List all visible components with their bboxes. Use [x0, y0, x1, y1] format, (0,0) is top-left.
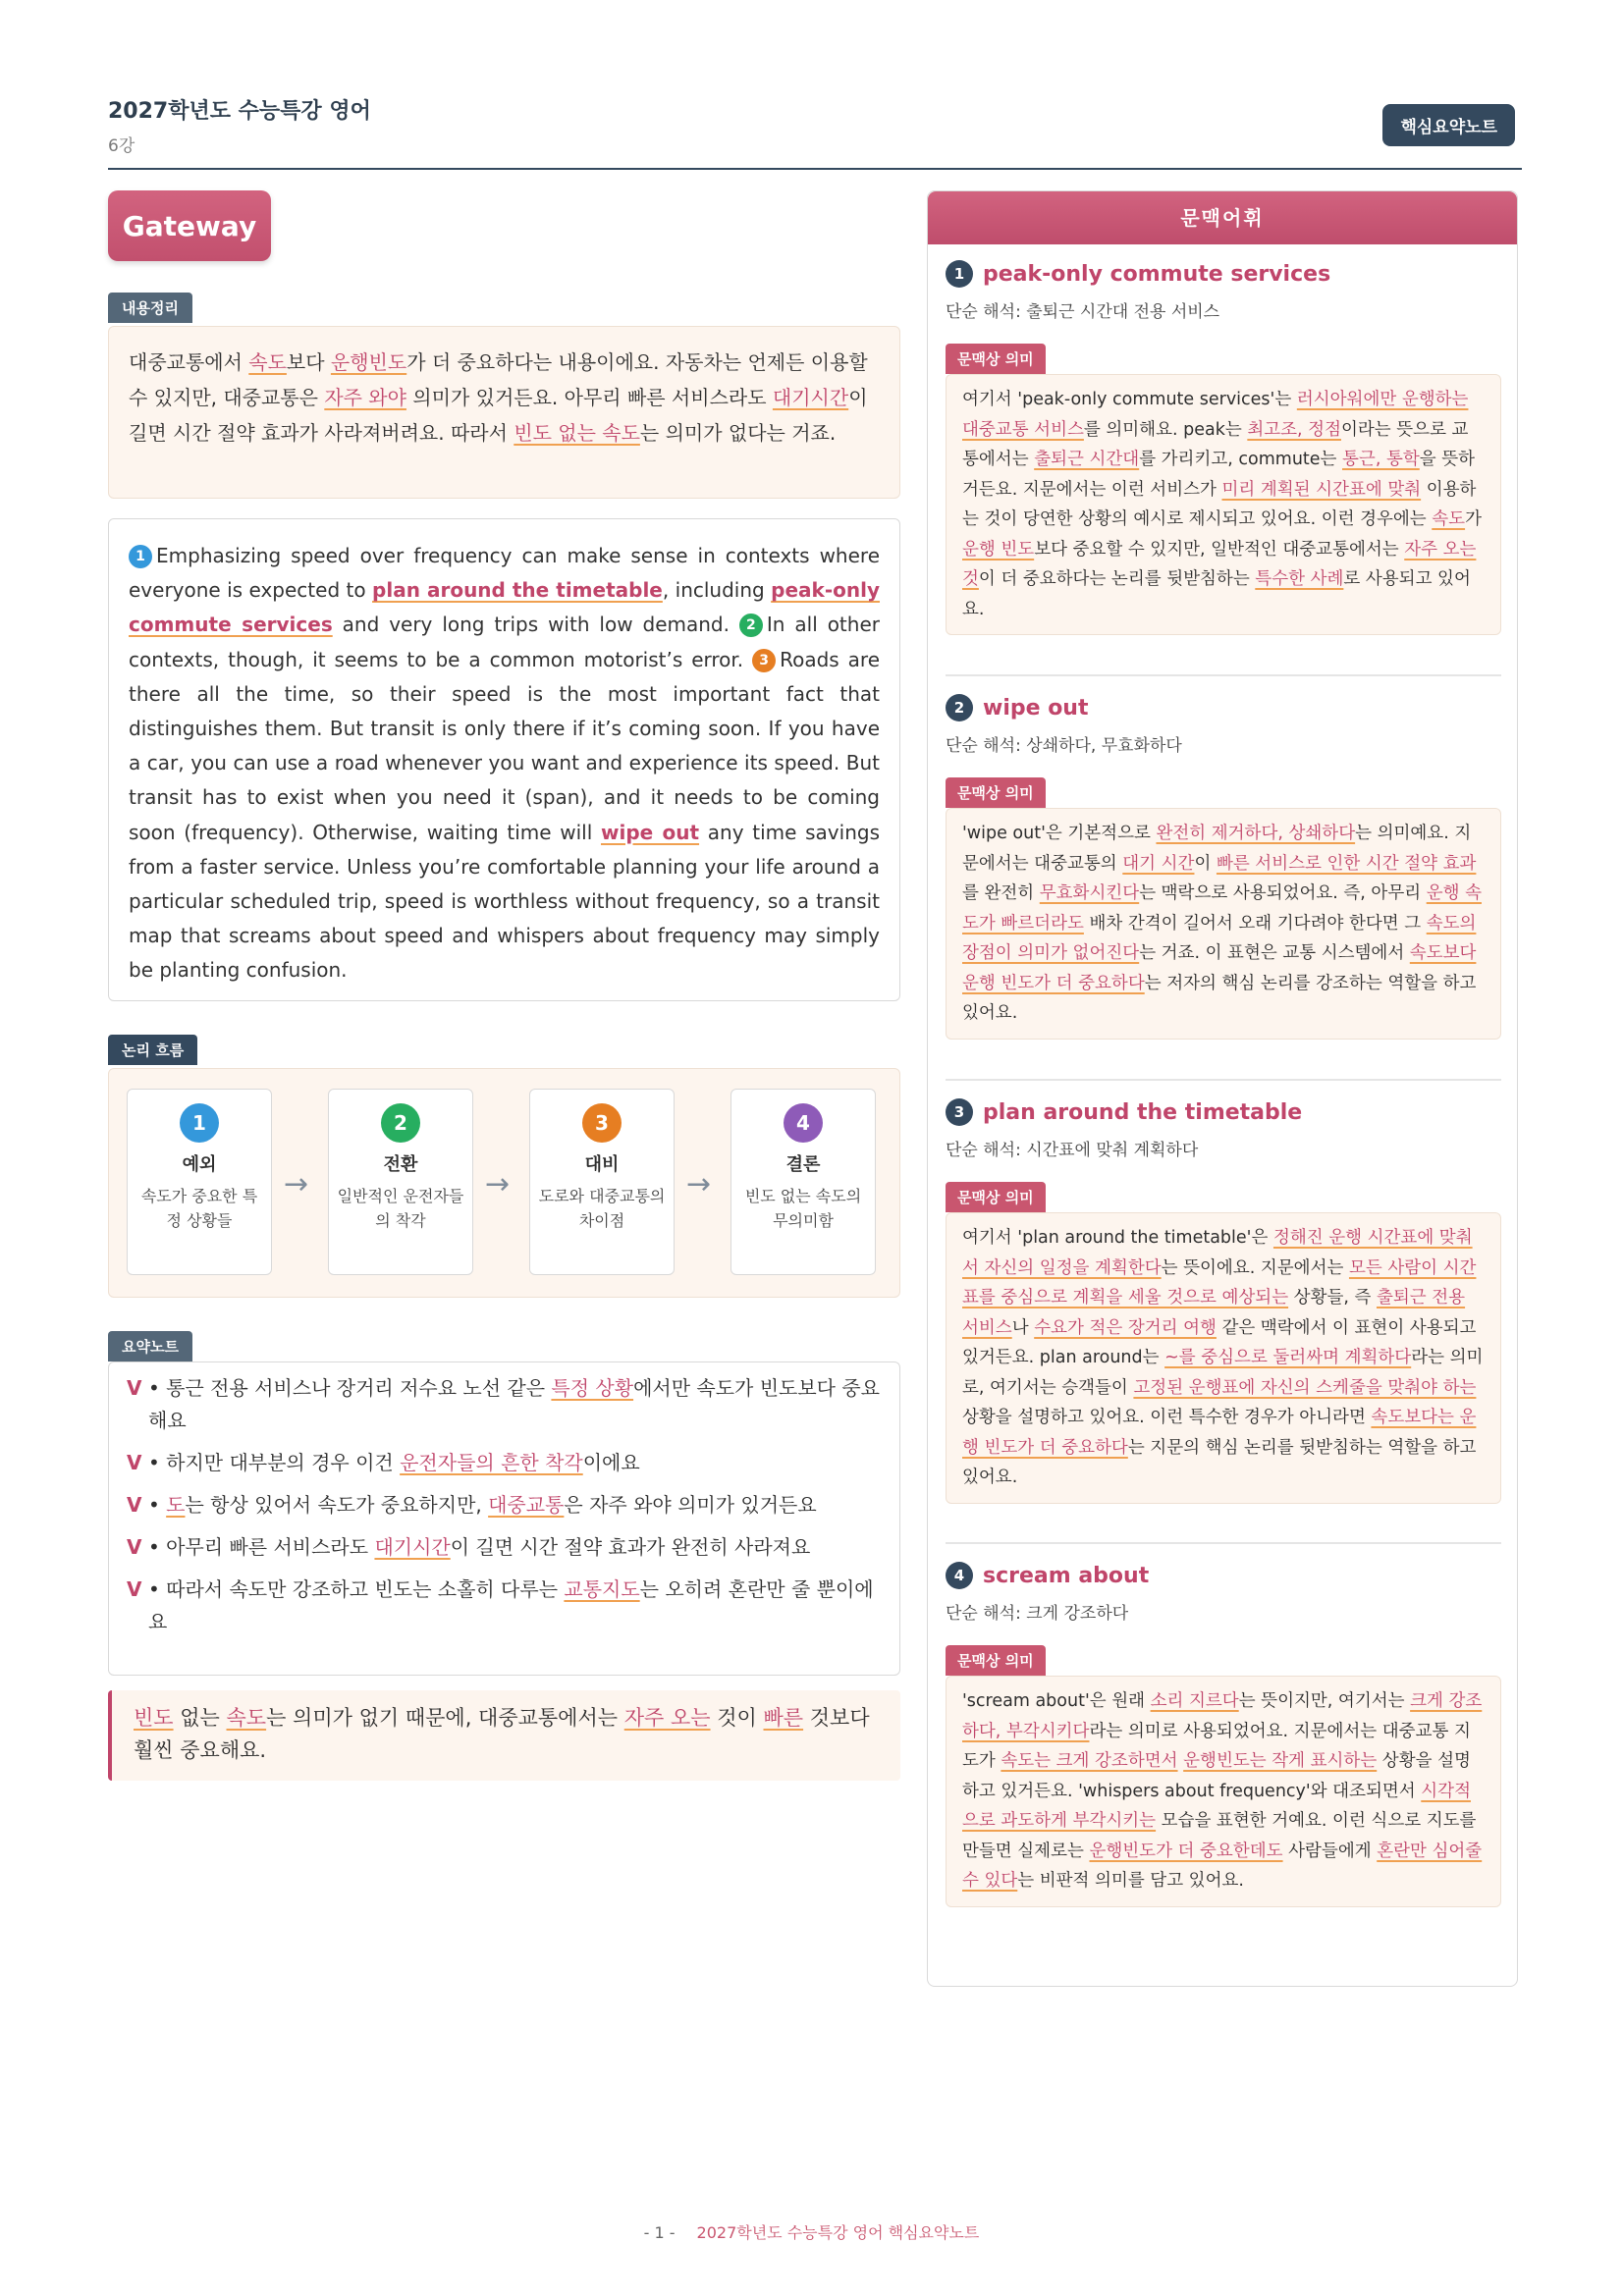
entry-number: 3 — [946, 1098, 973, 1126]
notes-tag: 요약노트 — [108, 1331, 192, 1362]
context-meaning — [946, 808, 1501, 1040]
passage-box — [108, 518, 900, 1001]
highlighted-term: 혼란만 심어줄 수 있다 — [962, 1841, 1483, 1891]
text-run: 이용하는 것이 당연한 상황의 예시로 제시되고 있어요. 이런 경우에는 — [962, 479, 1477, 529]
vocab-heading: 문맥어휘 — [928, 191, 1517, 244]
text-run: 보다 중요할 수 있지만, 일반적인 대중교통에서는 — [1034, 539, 1405, 560]
note-item — [127, 1489, 882, 1522]
text-run: , including — [662, 578, 772, 603]
vocab-term: 2 wipe out — [946, 694, 1501, 721]
text-run: • 통근 전용 서비스나 장거리 저수요 노선 같은 — [148, 1376, 552, 1400]
highlighted-term: 운행 빈도 — [962, 539, 1035, 560]
text-run: 없는 — [173, 1706, 227, 1730]
step-number: 3 — [582, 1103, 622, 1143]
highlighted-term: 빠른 — [763, 1706, 804, 1730]
vocab-entry — [946, 260, 1501, 635]
summary-tag: 내용정리 — [108, 293, 192, 323]
divider — [946, 1079, 1501, 1081]
highlighted-term: 대기시간 — [772, 386, 849, 409]
text-run: 는 비판적 의미를 담고 있어요. — [1017, 1871, 1244, 1891]
text-run: 나 — [1011, 1317, 1035, 1338]
plain-meaning: 단순 해석: 크게 강조하다 — [946, 1604, 1129, 1624]
step-number: 4 — [784, 1103, 823, 1143]
highlighted-term: 속도보다 운행 빈도가 더 중요하다 — [962, 943, 1477, 993]
text-run: 것보다 훨씬 중요해요. — [134, 1706, 870, 1762]
text-run: Roads are there all the time, so their speed is the most important fact that distinguishes them. But transit is only there if it’s coming soon. If you have a car, you can use a road whenever you want and experience its speed. But transit has to exist when you need it (span), and it needs to be coming soon (frequency). Otherwise, waiting time will — [129, 647, 881, 844]
text-run: 배차 간격이 길어서 오래 기다려야 한다면 그 — [1083, 913, 1427, 934]
highlighted-term: 고정된 운행표에 자신의 스케줄을 맞춰야 하는 — [1133, 1377, 1477, 1398]
context-meaning — [946, 1212, 1501, 1504]
text-run: 는 의미가 없다는 거죠. — [639, 421, 837, 445]
sentence-number-badge: 2 — [739, 614, 763, 637]
text-run: • 아무리 빠른 서비스라도 — [148, 1535, 375, 1559]
text-run: 사람들에게 — [1282, 1841, 1378, 1861]
text-run: 이라는 뜻으로 교통에서는 — [962, 419, 1469, 469]
text-run: 로 사용되고 있어요. — [962, 569, 1471, 619]
highlighted-term: 속도는 크게 강조하면서 — [1001, 1751, 1178, 1771]
conclusion-text — [134, 1702, 879, 1767]
vocab-entry — [946, 1562, 1501, 1907]
text-run: 여기서 'peak-only commute services'는 — [962, 390, 1297, 409]
highlighted-term: 최고조, 정점 — [1247, 419, 1341, 440]
text-run: 는 의미예요. 지문에서는 대중교통의 — [962, 824, 1472, 874]
footer-title: 2027학년도 수능특강 영어 핵심요약노트 — [696, 2223, 980, 2242]
note-item — [127, 1447, 882, 1479]
text-run: 것이 — [710, 1706, 764, 1730]
context-tag: 문맥상 의미 — [946, 344, 1046, 374]
text-run: 는 의미가 없기 때문에, 대중교통에서는 — [266, 1706, 624, 1730]
check-mark-icon: V — [127, 1535, 142, 1559]
lesson-number: 6강 — [108, 136, 135, 156]
context-vocabulary-panel — [927, 190, 1518, 1987]
highlighted-term: 운행빈도 — [330, 350, 407, 374]
flow-step — [529, 1089, 675, 1275]
highlighted-term: 속도보다는 운행 빈도가 더 중요하다 — [962, 1408, 1477, 1458]
text-run: 를 완전히 — [962, 883, 1040, 903]
context-meaning — [946, 374, 1501, 635]
summary-box — [108, 326, 900, 499]
arrow-right-icon: → — [284, 1167, 309, 1201]
logic-flow — [108, 1068, 900, 1298]
step-number: 2 — [381, 1103, 420, 1143]
plain-meaning: 단순 해석: 시간표에 맞춰 계획하다 — [946, 1141, 1199, 1160]
context-meaning — [946, 1676, 1501, 1907]
text-run: 이에요 — [582, 1451, 640, 1474]
note-text — [148, 1489, 817, 1522]
highlighted-term: 빈도 — [134, 1706, 174, 1730]
text-run: 은 자주 와야 의미가 있거든요 — [564, 1493, 817, 1517]
text-run: 의미가 있거든요. 아무리 빠른 서비스라도 — [406, 386, 773, 409]
note-text — [148, 1531, 810, 1564]
highlighted-term: 속도 — [1432, 509, 1466, 529]
step-desc: 속도가 중요한 특정 상황들 — [140, 1187, 258, 1230]
highlighted-term: 특정 상황 — [551, 1376, 634, 1400]
text-run: 같은 맥락에서 이 표현이 사용되고 있거든요. plan around는 — [962, 1317, 1477, 1367]
text-run: 가 더 중요하다는 내용이에요. 자동차는 언제든 이용할 수 있지만, 대중교통은 — [129, 350, 868, 409]
highlighted-term: 자주 와야 — [324, 386, 406, 409]
text-run: • 하지만 대부분의 경우 이건 — [148, 1451, 401, 1474]
highlighted-term: 소리 지르다 — [1150, 1691, 1239, 1711]
text-run: 는 거죠. 이 표현은 교통 시스템에서 — [1139, 943, 1410, 963]
highlighted-term: 도 — [166, 1493, 186, 1517]
step-desc: 일반적인 운전자들의 착각 — [337, 1187, 464, 1230]
step-title: 결론 — [785, 1154, 821, 1175]
note-text — [148, 1447, 640, 1479]
text-run: 보다 — [286, 350, 331, 374]
text-run: 대중교통에서 — [129, 350, 249, 374]
highlighted-term: 운행빈도가 더 중요한데도 — [1089, 1841, 1283, 1861]
highlighted-term: wipe out — [601, 820, 700, 844]
highlighted-term: 대기 시간 — [1122, 853, 1195, 874]
entry-number: 4 — [946, 1562, 973, 1589]
highlighted-term: 운전자들의 흔한 착각 — [400, 1451, 583, 1474]
gateway-label: Gateway — [108, 190, 271, 261]
step-desc: 도로와 대중교통의 차이점 — [538, 1187, 666, 1230]
step-title: 예외 — [182, 1154, 217, 1175]
highlighted-term: 크게 강조하다, 부각시키다 — [962, 1691, 1483, 1741]
highlighted-term: 속도 — [248, 350, 287, 374]
text-run: 상황들, 즉 — [1288, 1288, 1377, 1308]
entry-number: 2 — [946, 694, 973, 721]
text-run: In all other contexts, though, it seems to be a common motorist’s error. — [129, 613, 880, 671]
vocab-entry — [946, 1098, 1501, 1504]
highlighted-term: 완전히 제거하다, 상쇄하다 — [1156, 824, 1356, 843]
text-run: 이 더 중요하다는 논리를 뒷받침하는 — [978, 569, 1256, 589]
check-mark-icon: V — [127, 1577, 142, 1601]
text-run: 에서만 속도가 빈도보다 중요해요 — [148, 1376, 880, 1432]
context-tag: 문맥상 의미 — [946, 1182, 1046, 1212]
plain-meaning: 단순 해석: 출퇴근 시간대 전용 서비스 — [946, 302, 1220, 322]
step-number: 1 — [180, 1103, 219, 1143]
divider — [946, 1542, 1501, 1544]
sentence-number-badge: 3 — [752, 649, 776, 672]
vocab-term: 3 plan around the timetable — [946, 1098, 1501, 1126]
highlighted-term: 속도 — [226, 1706, 267, 1730]
step-title: 전환 — [383, 1154, 418, 1175]
highlighted-term: 특수한 사례 — [1255, 569, 1344, 589]
step-title: 대비 — [584, 1154, 620, 1175]
text-run: 상황을 설명하고 있거든요. 'whispers about frequency'와 대조되면서 — [962, 1751, 1471, 1801]
summary-notes — [108, 1362, 900, 1676]
text-run: 여기서 'plan around the timetable'은 — [962, 1228, 1273, 1248]
highlighted-term: 교통지도 — [564, 1577, 640, 1601]
note-item — [127, 1372, 882, 1437]
text-run: 는 뜻이에요. 지문에서는 — [1161, 1257, 1349, 1278]
highlighted-term: peak-only commute services — [129, 578, 880, 637]
text-run: 는 맥락으로 사용되었어요. 즉, 아무리 — [1139, 883, 1427, 903]
vocab-entry — [946, 694, 1501, 1040]
arrow-right-icon: → — [485, 1167, 511, 1201]
vocab-term: 4 scream about — [946, 1562, 1501, 1589]
highlighted-term: 수요가 적은 장거리 여행 — [1034, 1317, 1217, 1338]
flow-step — [127, 1089, 272, 1275]
context-tag: 문맥상 의미 — [946, 777, 1046, 808]
passage-text — [129, 539, 880, 988]
text-run: 'scream about'은 원래 — [962, 1691, 1151, 1711]
text-run: 는 지문의 핵심 논리를 뒷받침하는 역할을 하고 있어요. — [962, 1437, 1477, 1487]
note-item — [127, 1574, 882, 1638]
highlighted-term: 빠른 서비스로 인한 시간 절약 효과 — [1216, 853, 1477, 874]
header-divider — [108, 168, 1522, 170]
highlighted-term: 러시아워에만 운행하는 대중교통 서비스 — [962, 390, 1469, 440]
page-footer — [0, 2220, 1623, 2243]
text-run: 'wipe out'은 기본적으로 — [962, 824, 1157, 843]
text-run: 는 뜻이지만, 여기서는 — [1238, 1691, 1411, 1711]
highlighted-term: 대기시간 — [374, 1535, 451, 1559]
entry-number: 1 — [946, 260, 973, 288]
highlighted-term: 자주 오는 — [623, 1706, 711, 1730]
check-mark-icon: V — [127, 1493, 142, 1517]
highlighted-term: 통근, 통학 — [1342, 450, 1420, 469]
document-title: 2027학년도 수능특강 영어 — [108, 99, 371, 124]
text-run: 가 — [1465, 509, 1482, 529]
text-run: Emphasizing speed over frequency can make sense in contexts where everyone is expected to — [129, 544, 880, 603]
highlighted-term: 대중교통 — [488, 1493, 565, 1517]
highlighted-term: 정해진 운행 시간표에 맞춰서 자신의 일정을 계획한다 — [962, 1228, 1473, 1278]
text-run: 라는 의미로, 여기서는 승객들이 — [962, 1348, 1484, 1398]
divider — [946, 674, 1501, 676]
text-run: 를 의미해요. peak는 — [1083, 419, 1248, 440]
check-mark-icon: V — [127, 1451, 142, 1474]
highlighted-term: 운행 속도가 빠르더라도 — [962, 883, 1482, 934]
check-mark-icon: V — [127, 1376, 142, 1400]
highlighted-term: 빈도 없는 속도 — [514, 421, 640, 445]
text-run: 모습을 표현한 거예요. 이런 식으로 지도를 만들면 실제로는 — [962, 1811, 1477, 1861]
vocab-term: 1 peak-only commute services — [946, 260, 1501, 288]
arrow-right-icon: → — [686, 1167, 712, 1201]
text-run: 이 길면 시간 절약 효과가 완전히 사라져요 — [450, 1535, 811, 1559]
highlighted-term: plan around the timetable — [372, 578, 663, 603]
step-desc: 빈도 없는 속도의 무의미함 — [744, 1187, 862, 1230]
note-type-badge: 핵심요약노트 — [1382, 104, 1515, 146]
highlighted-term: 미리 계획된 시간표에 맞춰 — [1221, 479, 1422, 500]
highlighted-term: 출퇴근 시간대 — [1034, 450, 1140, 469]
text-run: 라는 의미로 사용되었어요. 지문에서는 대중교통 지도가 — [962, 1721, 1471, 1771]
note-text — [148, 1372, 882, 1437]
conclusion-box — [108, 1690, 900, 1781]
text-run: 는 저자의 핵심 논리를 강조하는 역할을 하고 있어요. — [962, 973, 1477, 1023]
text-run: any time savings from a faster service. Unless you’re comfortable planning your life around a particular scheduled trip, speed is worthless without frequency, so a transit map that screams about speed and whispers about frequency may simply be planting confusion. — [129, 820, 880, 983]
highlighted-term: 운행빈도는 작게 표시하는 — [1183, 1751, 1378, 1771]
text-run: 는 항상 있어서 속도가 중요하지만, — [185, 1493, 489, 1517]
highlighted-term: 출퇴근 전용 서비스 — [962, 1288, 1466, 1338]
page-number: - 1 - — [643, 2223, 676, 2242]
highlighted-term: 속도의 장점이 의미가 없어진다 — [962, 913, 1477, 963]
highlighted-term: 자주 오는 것 — [962, 539, 1477, 589]
highlighted-term: 시각적으로 과도하게 부각시키는 — [962, 1781, 1471, 1831]
text-run: • — [148, 1493, 167, 1517]
highlighted-term: 모든 사람이 시간표를 중심으로 계획을 세울 것으로 예상되는 — [962, 1257, 1477, 1308]
highlighted-term: 무효화시킨다 — [1039, 883, 1140, 903]
text-run: 를 가리키고, commute는 — [1139, 450, 1343, 469]
highlighted-term: ~를 중심으로 둘러싸며 계획하다 — [1164, 1348, 1412, 1367]
flow-tag: 논리 흐름 — [108, 1035, 197, 1065]
text-run: and very long trips with low demand. — [332, 613, 739, 637]
flow-step — [730, 1089, 876, 1275]
sentence-number-badge: 1 — [129, 545, 152, 568]
note-item — [127, 1531, 882, 1564]
context-tag: 문맥상 의미 — [946, 1645, 1046, 1676]
text-run: 이 — [1194, 853, 1217, 874]
flow-step — [328, 1089, 473, 1275]
text-run: 이 길면 시간 절약 효과가 사라져버려요. 따라서 — [129, 386, 868, 445]
note-text — [148, 1574, 882, 1638]
text-run: 상황을 설명하고 있어요. 이런 특수한 경우가 아니라면 — [962, 1408, 1372, 1427]
summary-text — [129, 345, 880, 451]
text-run: 을 뜻하거든요. 지문에서는 이런 서비스가 — [962, 450, 1476, 500]
text-run: • 따라서 속도만 강조하고 빈도는 소홀히 다루는 — [148, 1577, 565, 1601]
plain-meaning: 단순 해석: 상쇄하다, 무효화하다 — [946, 736, 1182, 756]
text-run: 는 오히려 혼란만 줄 뿐이에요 — [148, 1577, 874, 1633]
